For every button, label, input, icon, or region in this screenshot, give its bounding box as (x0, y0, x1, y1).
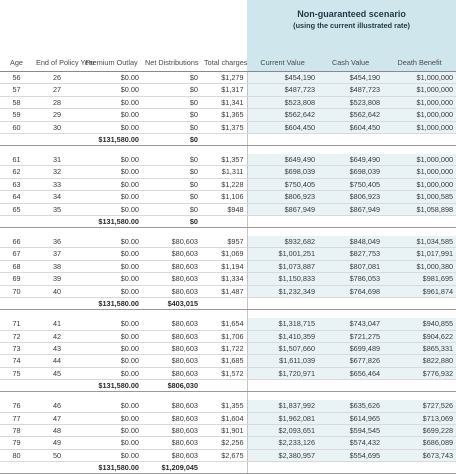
cell-policy-year: 26 (33, 72, 81, 84)
cell-policy-year: 37 (33, 248, 81, 260)
subtotal-net-distributions: $403,015 (142, 298, 201, 310)
cell-total-charges: $1,722 (201, 342, 247, 354)
table-row (0, 412, 456, 424)
cell-total-charges: $1,375 (201, 121, 247, 133)
cell-policy-year: 48 (33, 424, 81, 436)
cell-death-benefit: $1,017,991 (383, 248, 456, 260)
cell-policy-year: 38 (33, 260, 81, 272)
cell-cash-value: $649,490 (318, 154, 383, 166)
cell-age: 63 (0, 178, 33, 190)
cell-age: 58 (0, 96, 33, 108)
cell-premium-outlay: $0.00 (81, 330, 142, 342)
cell-net-distributions: $0 (142, 121, 201, 133)
cell-policy-year: 43 (33, 342, 81, 354)
cell-net-distributions: $80,603 (142, 273, 201, 285)
cell-total-charges: $1,357 (201, 154, 247, 166)
cell-premium-outlay: $0.00 (81, 178, 142, 190)
cell-premium-outlay: $0.00 (81, 424, 142, 436)
cell-death-benefit: $776,932 (383, 367, 456, 379)
cell-age: 76 (0, 400, 33, 412)
cell-total-charges: $1,901 (201, 424, 247, 436)
cell-total-charges: $2,675 (201, 449, 247, 461)
col-header-premium-outlay: Premium Outlay (81, 37, 142, 72)
col-header-age: Age (0, 37, 33, 72)
cell-premium-outlay: $0.00 (81, 367, 142, 379)
cell-death-benefit: $1,000,380 (383, 260, 456, 272)
cell-cash-value: $743,047 (318, 318, 383, 330)
table-row (0, 285, 456, 297)
cell-death-benefit: $1,000,000 (383, 84, 456, 96)
table-row (0, 400, 456, 412)
scenario-subtitle: (using the current illustrated rate) (293, 21, 410, 30)
cell-net-distributions: $80,603 (142, 367, 201, 379)
cell-net-distributions: $80,603 (142, 330, 201, 342)
cell-cash-value: $764,698 (318, 285, 383, 297)
cell-age: 75 (0, 367, 33, 379)
cell-age: 73 (0, 342, 33, 354)
cell-death-benefit: $713,069 (383, 412, 456, 424)
cell-cash-value: $827,753 (318, 248, 383, 260)
cell-age: 70 (0, 285, 33, 297)
cell-cash-value: $554,695 (318, 449, 383, 461)
cell-total-charges: $1,365 (201, 109, 247, 121)
cell-death-benefit: $1,000,000 (383, 178, 456, 190)
table-row (0, 84, 456, 96)
table-row (0, 342, 456, 354)
cell-total-charges: $948 (201, 203, 247, 215)
cell-total-charges: $1,685 (201, 355, 247, 367)
cell-death-benefit: $961,874 (383, 285, 456, 297)
cell-death-benefit: $727,526 (383, 400, 456, 412)
table-row (0, 260, 456, 272)
cell-age: 56 (0, 72, 33, 84)
cell-age: 59 (0, 109, 33, 121)
subtotal-row (0, 216, 456, 228)
table-row (0, 154, 456, 166)
cell-net-distributions: $80,603 (142, 318, 201, 330)
cell-death-benefit: $673,743 (383, 449, 456, 461)
cell-premium-outlay: $0.00 (81, 203, 142, 215)
cell-current-value: $750,405 (247, 178, 318, 190)
cell-policy-year: 50 (33, 449, 81, 461)
cell-age: 80 (0, 449, 33, 461)
cell-current-value: $1,150,833 (247, 273, 318, 285)
subtotal-row (0, 134, 456, 146)
cell-current-value: $698,039 (247, 166, 318, 178)
cell-net-distributions: $80,603 (142, 236, 201, 248)
cell-death-benefit: $699,228 (383, 424, 456, 436)
cell-death-benefit: $1,000,000 (383, 72, 456, 84)
cell-total-charges: $957 (201, 236, 247, 248)
cell-age: 66 (0, 236, 33, 248)
cell-age: 77 (0, 412, 33, 424)
cell-current-value: $562,642 (247, 109, 318, 121)
cell-total-charges: $1,334 (201, 273, 247, 285)
cell-policy-year: 30 (33, 121, 81, 133)
cell-total-charges: $1,311 (201, 166, 247, 178)
cell-premium-outlay: $0.00 (81, 285, 142, 297)
cell-net-distributions: $0 (142, 191, 201, 203)
subtotal-net-distributions: $806,030 (142, 380, 201, 392)
cell-cash-value: $699,489 (318, 342, 383, 354)
cell-age: 62 (0, 166, 33, 178)
cell-net-distributions: $80,603 (142, 260, 201, 272)
cell-net-distributions: $80,603 (142, 248, 201, 260)
table-body (0, 72, 456, 474)
cell-age: 78 (0, 424, 33, 436)
cell-cash-value: $454,190 (318, 72, 383, 84)
cell-net-distributions: $80,603 (142, 412, 201, 424)
group-spacer (0, 310, 456, 319)
cell-total-charges: $1,355 (201, 400, 247, 412)
cell-premium-outlay: $0.00 (81, 342, 142, 354)
cell-cash-value: $807,081 (318, 260, 383, 272)
cell-age: 79 (0, 437, 33, 449)
cell-cash-value: $523,808 (318, 96, 383, 108)
cell-premium-outlay: $0.00 (81, 412, 142, 424)
cell-premium-outlay: $0.00 (81, 109, 142, 121)
cell-current-value: $523,808 (247, 96, 318, 108)
cell-premium-outlay: $0.00 (81, 84, 142, 96)
cell-net-distributions: $0 (142, 178, 201, 190)
cell-net-distributions: $0 (142, 72, 201, 84)
cell-total-charges: $1,706 (201, 330, 247, 342)
col-header-policy-year: End of Policy Year (33, 37, 81, 72)
cell-total-charges: $1,572 (201, 367, 247, 379)
cell-net-distributions: $80,603 (142, 400, 201, 412)
cell-cash-value: $594,545 (318, 424, 383, 436)
cell-current-value: $649,490 (247, 154, 318, 166)
cell-age: 71 (0, 318, 33, 330)
table-row (0, 355, 456, 367)
group-spacer (0, 146, 456, 155)
cell-policy-year: 44 (33, 355, 81, 367)
cell-current-value: $1,001,251 (247, 248, 318, 260)
cell-current-value: $1,073,887 (247, 260, 318, 272)
cell-cash-value: $848,049 (318, 236, 383, 248)
subtotal-row (0, 298, 456, 310)
cell-cash-value: $635,626 (318, 400, 383, 412)
cell-premium-outlay: $0.00 (81, 355, 142, 367)
cell-total-charges: $1,279 (201, 72, 247, 84)
cell-death-benefit: $1,000,585 (383, 191, 456, 203)
cell-policy-year: 28 (33, 96, 81, 108)
cell-premium-outlay: $0.00 (81, 273, 142, 285)
group-spacer (0, 228, 456, 237)
cell-current-value: $1,611,039 (247, 355, 318, 367)
subtotal-net-distributions: $1,209,045 (142, 462, 201, 474)
cell-policy-year: 42 (33, 330, 81, 342)
cell-total-charges: $1,604 (201, 412, 247, 424)
cell-policy-year: 33 (33, 178, 81, 190)
cell-cash-value: $562,642 (318, 109, 383, 121)
cell-total-charges: $1,487 (201, 285, 247, 297)
cell-death-benefit: $904,622 (383, 330, 456, 342)
cell-current-value: $1,720,971 (247, 367, 318, 379)
cell-net-distributions: $0 (142, 154, 201, 166)
cell-net-distributions: $0 (142, 109, 201, 121)
table-row (0, 203, 456, 215)
cell-cash-value: $487,723 (318, 84, 383, 96)
cell-policy-year: 32 (33, 166, 81, 178)
cell-policy-year: 46 (33, 400, 81, 412)
cell-net-distributions: $0 (142, 203, 201, 215)
cell-premium-outlay: $0.00 (81, 191, 142, 203)
cell-cash-value: $750,405 (318, 178, 383, 190)
cell-cash-value: $786,053 (318, 273, 383, 285)
cell-premium-outlay: $0.00 (81, 96, 142, 108)
table-row (0, 449, 456, 461)
cell-premium-outlay: $0.00 (81, 260, 142, 272)
cell-current-value: $2,380,957 (247, 449, 318, 461)
cell-current-value: $1,232,349 (247, 285, 318, 297)
cell-policy-year: 31 (33, 154, 81, 166)
cell-total-charges: $1,069 (201, 248, 247, 260)
cell-age: 57 (0, 84, 33, 96)
cell-total-charges: $2,256 (201, 437, 247, 449)
subtotal-row (0, 462, 456, 474)
table-row (0, 96, 456, 108)
cell-death-benefit: $686,089 (383, 437, 456, 449)
table-row (0, 191, 456, 203)
scenario-header (247, 0, 456, 37)
cell-net-distributions: $80,603 (142, 355, 201, 367)
col-header-current-value: Current Value (247, 37, 318, 72)
header-top-row (0, 0, 456, 37)
cell-cash-value: $656,464 (318, 367, 383, 379)
cell-current-value: $1,318,715 (247, 318, 318, 330)
cell-total-charges: $1,228 (201, 178, 247, 190)
cell-current-value: $1,962,081 (247, 412, 318, 424)
subtotal-premium: $131,580.00 (81, 380, 142, 392)
subtotal-net-distributions: $0 (142, 134, 201, 146)
cell-current-value: $2,233,126 (247, 437, 318, 449)
cell-age: 69 (0, 273, 33, 285)
cell-premium-outlay: $0.00 (81, 437, 142, 449)
cell-policy-year: 36 (33, 236, 81, 248)
cell-total-charges: $1,317 (201, 84, 247, 96)
cell-age: 61 (0, 154, 33, 166)
cell-current-value: $932,682 (247, 236, 318, 248)
table-row (0, 109, 456, 121)
cell-death-benefit: $1,000,000 (383, 166, 456, 178)
cell-net-distributions: $0 (142, 84, 201, 96)
cell-total-charges: $1,654 (201, 318, 247, 330)
table-row (0, 121, 456, 133)
cell-net-distributions: $80,603 (142, 424, 201, 436)
cell-policy-year: 41 (33, 318, 81, 330)
cell-death-benefit: $1,058,898 (383, 203, 456, 215)
cell-death-benefit: $940,855 (383, 318, 456, 330)
cell-total-charges: $1,341 (201, 96, 247, 108)
table-row (0, 318, 456, 330)
cell-net-distributions: $80,603 (142, 437, 201, 449)
col-header-net-distributions: Net Distributions (142, 37, 201, 72)
cell-net-distributions: $80,603 (142, 449, 201, 461)
cell-current-value: $487,723 (247, 84, 318, 96)
cell-current-value: $1,410,359 (247, 330, 318, 342)
cell-death-benefit: $1,000,000 (383, 96, 456, 108)
cell-death-benefit: $822,880 (383, 355, 456, 367)
cell-current-value: $1,507,660 (247, 342, 318, 354)
table-row (0, 273, 456, 285)
cell-age: 60 (0, 121, 33, 133)
subtotal-premium: $131,580.00 (81, 462, 142, 474)
table-row (0, 178, 456, 190)
cell-policy-year: 45 (33, 367, 81, 379)
cell-current-value: $1,837,992 (247, 400, 318, 412)
subtotal-premium: $131,580.00 (81, 216, 142, 228)
cell-cash-value: $677,826 (318, 355, 383, 367)
cell-premium-outlay: $0.00 (81, 154, 142, 166)
table-row (0, 248, 456, 260)
cell-policy-year: 40 (33, 285, 81, 297)
cell-premium-outlay: $0.00 (81, 72, 142, 84)
cell-cash-value: $698,039 (318, 166, 383, 178)
cell-age: 68 (0, 260, 33, 272)
cell-policy-year: 39 (33, 273, 81, 285)
cell-age: 74 (0, 355, 33, 367)
cell-current-value: $806,923 (247, 191, 318, 203)
cell-policy-year: 27 (33, 84, 81, 96)
col-header-death-benefit: Death Benefit (383, 37, 456, 72)
cell-death-benefit: $1,034,585 (383, 236, 456, 248)
cell-current-value: $867,949 (247, 203, 318, 215)
cell-age: 67 (0, 248, 33, 260)
cell-total-charges: $1,106 (201, 191, 247, 203)
cell-death-benefit: $1,000,000 (383, 109, 456, 121)
table-row (0, 330, 456, 342)
cell-total-charges: $1,194 (201, 260, 247, 272)
cell-current-value: $454,190 (247, 72, 318, 84)
cell-policy-year: 35 (33, 203, 81, 215)
cell-policy-year: 34 (33, 191, 81, 203)
subtotal-row (0, 380, 456, 392)
cell-policy-year: 47 (33, 412, 81, 424)
cell-premium-outlay: $0.00 (81, 166, 142, 178)
table-row (0, 424, 456, 436)
table-row (0, 166, 456, 178)
cell-current-value: $2,093,651 (247, 424, 318, 436)
scenario-title: Non-guaranteed scenario (297, 9, 406, 19)
cell-age: 72 (0, 330, 33, 342)
cell-age: 64 (0, 191, 33, 203)
cell-premium-outlay: $0.00 (81, 449, 142, 461)
cell-death-benefit: $865,331 (383, 342, 456, 354)
cell-death-benefit: $1,000,000 (383, 154, 456, 166)
subtotal-premium: $131,580.00 (81, 298, 142, 310)
cell-cash-value: $574,432 (318, 437, 383, 449)
subtotal-premium: $131,580.00 (81, 134, 142, 146)
cell-cash-value: $867,949 (318, 203, 383, 215)
table-row (0, 72, 456, 84)
cell-premium-outlay: $0.00 (81, 248, 142, 260)
cell-death-benefit: $981,695 (383, 273, 456, 285)
col-header-cash-value: Cash Value (318, 37, 383, 72)
col-header-total-charges: Total charges (201, 37, 247, 72)
cell-net-distributions: $80,603 (142, 285, 201, 297)
cell-death-benefit: $1,000,000 (383, 121, 456, 133)
table-row (0, 367, 456, 379)
cell-premium-outlay: $0.00 (81, 121, 142, 133)
cell-age: 65 (0, 203, 33, 215)
cell-net-distributions: $80,603 (142, 342, 201, 354)
cell-current-value: $604,450 (247, 121, 318, 133)
table-row (0, 437, 456, 449)
cell-cash-value: $614,965 (318, 412, 383, 424)
cell-cash-value: $721,275 (318, 330, 383, 342)
column-header-row (0, 37, 456, 72)
cell-cash-value: $806,923 (318, 191, 383, 203)
cell-premium-outlay: $0.00 (81, 400, 142, 412)
subtotal-net-distributions: $0 (142, 216, 201, 228)
cell-net-distributions: $0 (142, 96, 201, 108)
cell-policy-year: 29 (33, 109, 81, 121)
cell-premium-outlay: $0.00 (81, 318, 142, 330)
cell-policy-year: 49 (33, 437, 81, 449)
cell-net-distributions: $0 (142, 166, 201, 178)
cell-cash-value: $604,450 (318, 121, 383, 133)
cell-premium-outlay: $0.00 (81, 236, 142, 248)
group-spacer (0, 392, 456, 401)
table-row (0, 236, 456, 248)
